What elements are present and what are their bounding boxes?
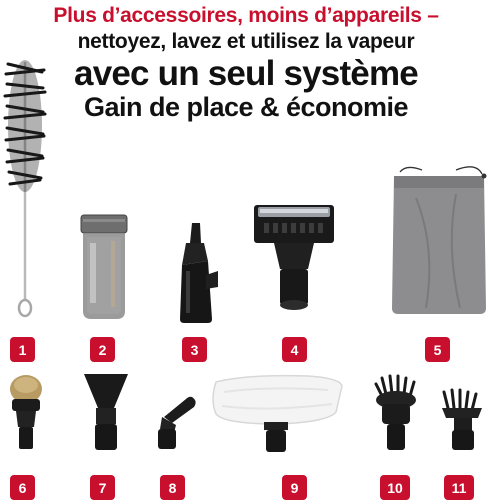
window-squeegee-icon <box>252 201 336 315</box>
microfiber-cloth-icon <box>208 372 346 454</box>
badge-3: 3 <box>182 337 207 362</box>
badge-1: 1 <box>10 337 35 362</box>
angled-nozzle-icon <box>170 221 220 325</box>
badge-8: 8 <box>160 475 185 500</box>
badge-10: 10 <box>380 475 410 500</box>
headline-line-4: Gain de place & économie <box>83 92 409 122</box>
drawstring-bag-icon <box>386 158 492 318</box>
badge-9: 9 <box>282 475 307 500</box>
badge-5: 5 <box>425 337 450 362</box>
round-nylon-brush-icon <box>372 374 420 454</box>
badge-2: 2 <box>90 337 115 362</box>
badge-11: 11 <box>444 475 474 500</box>
bottle-brush-icon <box>2 54 48 322</box>
headline-line-3: avec un seul système <box>74 54 418 93</box>
badge-6: 6 <box>10 475 35 500</box>
badge-4: 4 <box>282 337 307 362</box>
badge-7: 7 <box>90 475 115 500</box>
flat-nozzle-icon <box>80 370 132 454</box>
headline-line-2: nettoyez, lavez et utilisez la vapeur <box>77 30 415 53</box>
headline-line-1: Plus d’accessoires, moins d’appareils – <box>53 4 439 27</box>
curved-nozzle-icon <box>150 393 200 453</box>
brass-round-brush-icon <box>6 371 46 453</box>
transparent-container-icon <box>78 213 130 321</box>
flat-nylon-brush-icon <box>438 386 488 454</box>
